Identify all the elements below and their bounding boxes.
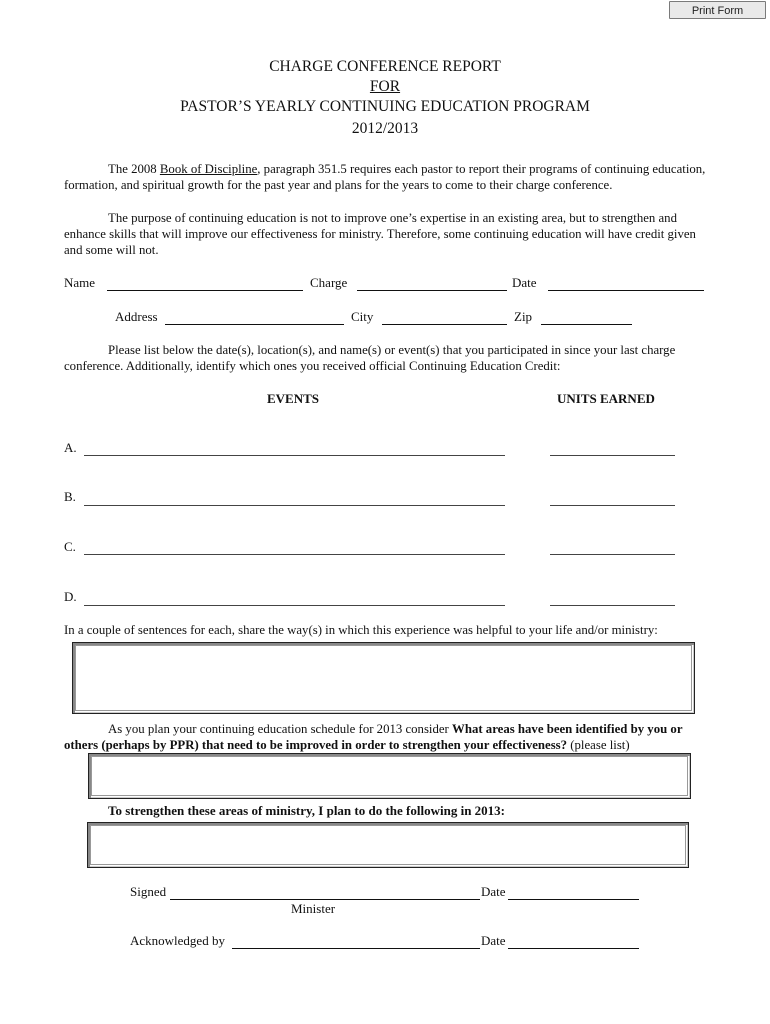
row-label-b: B. bbox=[64, 489, 76, 504]
list-instructions bbox=[64, 342, 714, 374]
signed-field[interactable] bbox=[170, 899, 480, 900]
events-header: EVENTS bbox=[267, 391, 320, 406]
intro-p2-text: The purpose of continuing education is not to improve one’s expertise in an existing area, but to strengthen and enhance skills that will improve our effectiveness for ministry. Therefore, some continuing education will have credit given and some will not. bbox=[64, 211, 696, 257]
areas-textarea[interactable] bbox=[88, 753, 691, 799]
intro-p1-pre: The 2008 bbox=[108, 162, 160, 176]
signed-label: Signed bbox=[130, 884, 167, 899]
charge-field[interactable] bbox=[357, 290, 507, 291]
print-form-button[interactable]: Print Form bbox=[669, 1, 766, 19]
units-field-d[interactable] bbox=[550, 605, 675, 606]
signed-date-field[interactable] bbox=[508, 899, 639, 900]
zip-label: Zip bbox=[514, 309, 533, 324]
name-field[interactable] bbox=[107, 290, 303, 291]
address-field[interactable] bbox=[165, 324, 344, 325]
event-field-a[interactable] bbox=[84, 455, 505, 456]
event-field-b[interactable] bbox=[84, 505, 505, 506]
units-field-a[interactable] bbox=[550, 455, 675, 456]
book-of-discipline: Book of Discipline bbox=[159, 162, 258, 176]
row-label-a: A. bbox=[64, 440, 77, 455]
address-label: Address bbox=[115, 309, 158, 324]
list-instructions-text: Please list below the date(s), location(s), and name(s) or event(s) that you participated in since your last charge conference. Additionally, identify which ones you received official Continuing Education Credit: bbox=[64, 343, 676, 373]
minister-label: Minister bbox=[291, 901, 336, 916]
charge-label: Charge bbox=[310, 275, 348, 290]
row-label-c: C. bbox=[64, 539, 76, 554]
name-label: Name bbox=[64, 275, 96, 290]
date-field[interactable] bbox=[548, 290, 704, 291]
plan-textarea[interactable] bbox=[87, 822, 689, 868]
units-earned-header: UNITS EARNED bbox=[557, 391, 655, 406]
plan-prompt-post: (please list) bbox=[567, 738, 630, 752]
helpful-prompt: In a couple of sentences for each, share the way(s) in which this experience was helpful to your life and/or ministry: bbox=[64, 623, 658, 637]
units-field-b[interactable] bbox=[550, 505, 675, 506]
city-field[interactable] bbox=[382, 324, 507, 325]
acknowledged-date-field[interactable] bbox=[508, 948, 639, 949]
acknowledged-label: Acknowledged by bbox=[130, 933, 225, 948]
plan-prompt-pre: As you plan your continuing education schedule for 2013 consider bbox=[108, 722, 453, 736]
title-line-3: PASTOR’S YEARLY CONTINUING EDUCATION PROGRAM bbox=[180, 98, 590, 115]
signed-date-label: Date bbox=[481, 884, 506, 899]
helpful-textarea[interactable] bbox=[72, 642, 695, 714]
intro-p1-post: , paragraph 351.5 requires each pastor to report their programs of continuing education, formation, and spiritual growth for the past year and plans for the years to come to their charge conference. bbox=[64, 162, 706, 192]
event-field-c[interactable] bbox=[84, 554, 505, 555]
zip-field[interactable] bbox=[541, 324, 632, 325]
title-year: 2012/2013 bbox=[351, 120, 419, 137]
plan-prompt bbox=[64, 721, 704, 753]
row-label-d: D. bbox=[64, 589, 77, 604]
strengthen-prompt: To strengthen these areas of ministry, I plan to do the following in 2013: bbox=[108, 803, 506, 818]
units-field-c[interactable] bbox=[550, 554, 675, 555]
intro-paragraph-1 bbox=[64, 161, 714, 193]
city-label: City bbox=[351, 309, 374, 324]
title-line-2 bbox=[0, 78, 770, 96]
acknowledged-field[interactable] bbox=[232, 948, 480, 949]
date-label: Date bbox=[512, 275, 537, 290]
title-line-1: CHARGE CONFERENCE REPORT bbox=[269, 58, 501, 75]
event-field-d[interactable] bbox=[84, 605, 505, 606]
intro-paragraph-2 bbox=[64, 210, 714, 258]
acknowledged-date-label: Date bbox=[481, 933, 506, 948]
title-for: FOR bbox=[369, 78, 401, 95]
plan-prompt-bold: What areas have been identified by you or others (perhaps by PPR) that need to be improved in order to strengthen your effectiveness? bbox=[64, 722, 683, 752]
